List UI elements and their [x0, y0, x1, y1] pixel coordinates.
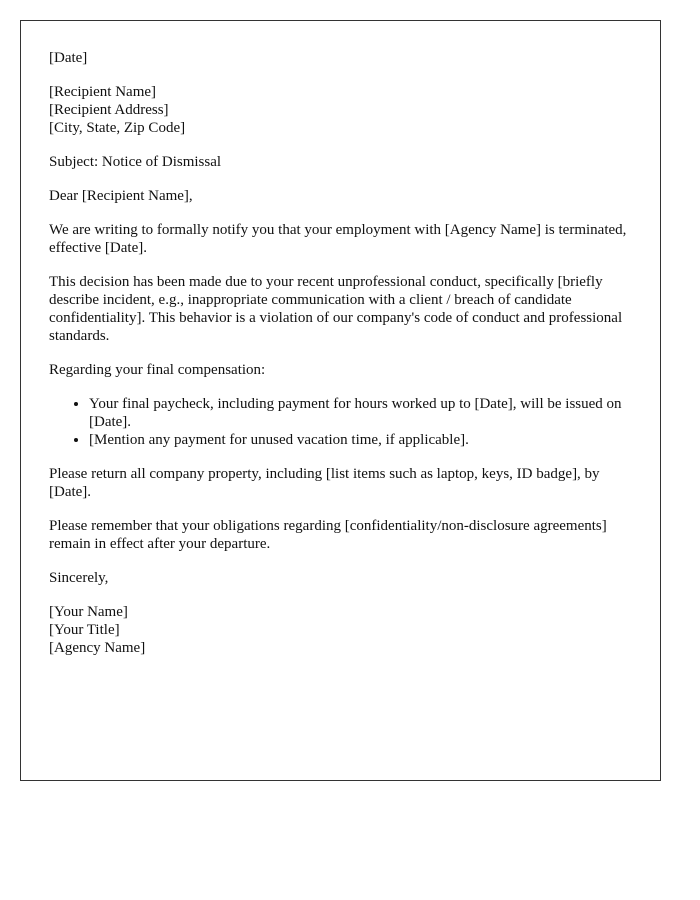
recipient-name: [Recipient Name] — [49, 84, 157, 100]
compensation-item-paycheck: • Your final paycheck, including payment for hours worked up to [Date], will be issued on [Date]. — [89, 395, 632, 431]
signature-agency: [Agency Name] — [49, 640, 146, 656]
recipient-address: [Recipient Address] — [49, 102, 169, 118]
recipient-city-state-zip: [City, State, Zip Code] — [49, 120, 186, 136]
paragraph-return-property: Please return all company property, including [list items such as laptop, keys, ID badge], by [Date]. — [49, 466, 600, 500]
compensation-list — [49, 395, 632, 449]
paragraph-reason: This decision has been made due to your recent unprofessional conduct, specifically [briefly describe incident, e.g., inappropriate communication with a client / breach of candidate confidentiality]. This behavior is a violation of our company's code of conduct and professional standards. — [49, 274, 623, 344]
paragraph-termination-notice: We are writing to formally notify you that your employment with [Agency Name] is terminated, effective [Date]. — [49, 222, 627, 256]
recipient-block — [49, 83, 632, 137]
signature-block — [49, 603, 632, 657]
letter-subject: Subject: Notice of Dismissal — [49, 154, 222, 170]
paragraph-obligations: Please remember that your obligations regarding [confidentiality/non-disclosure agreements] remain in effect after your departure. — [49, 518, 607, 552]
sign-off: Sincerely, — [49, 570, 109, 586]
dismissal-letter — [20, 20, 661, 781]
letter-date: [Date] — [49, 50, 88, 66]
signature-name: [Your Name] — [49, 604, 128, 620]
paragraph-compensation-intro: Regarding your final compensation: — [49, 362, 266, 378]
salutation: Dear [Recipient Name], — [49, 188, 193, 204]
compensation-item-vacation: • [Mention any payment for unused vacation time, if applicable]. — [89, 431, 632, 449]
signature-title: [Your Title] — [49, 622, 120, 638]
